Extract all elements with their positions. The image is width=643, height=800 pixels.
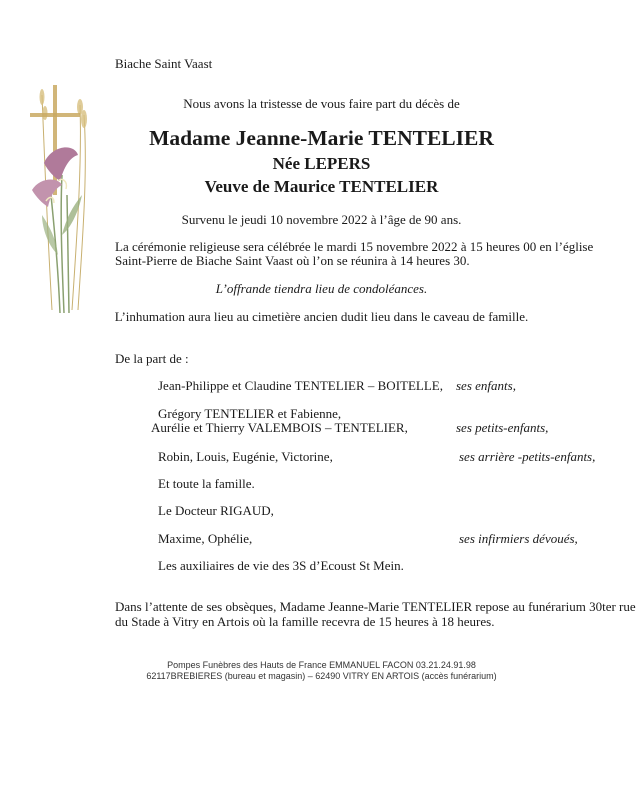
intro-text: Nous avons la tristesse de vous faire part du décès de <box>183 96 460 111</box>
funerarium-line-1: Dans l’attente de ses obsèques, Madame Jeanne-Marie TENTELIER repose au funérarium 30ter rue <box>115 599 636 614</box>
widow-of: Veuve de Maurice TENTELIER <box>204 177 439 196</box>
family-relation: ses petits-enfants, <box>456 420 549 435</box>
footer-line-1: Pompes Funèbres des Hauts de France EMMANUEL FACON 03.21.24.91.98 <box>167 660 476 670</box>
family-name: Robin, Louis, Eugénie, Victorine, <box>158 449 333 464</box>
deceased-name: Madame Jeanne-Marie TENTELIER <box>149 126 494 150</box>
family-name: Grégory TENTELIER et Fabienne, <box>158 406 342 421</box>
family-relation: ses infirmiers dévoués, <box>459 531 578 546</box>
family-relation: ses arrière -petits-enfants, <box>459 449 596 464</box>
ceremony-line-2: Saint-Pierre de Biache Saint Vaast où l’on se réunira à 14 heures 30. <box>115 253 470 268</box>
family-name: Jean-Philippe et Claudine TENTELIER – BOITELLE, <box>158 378 443 393</box>
family-relation: ses enfants, <box>456 378 516 393</box>
footer-line-2: 62117BREBIERES (bureau et magasin) – 62490 VITRY EN ARTOIS (accès funérarium) <box>146 671 497 681</box>
maiden-name: Née LEPERS <box>272 154 371 173</box>
family-name: Et toute la famille. <box>158 476 255 491</box>
family-name: Le Docteur RIGAUD, <box>158 503 274 518</box>
location: Biache Saint Vaast <box>115 56 213 71</box>
from-label: De la part de : <box>115 351 189 366</box>
funerarium-line-2: du Stade à Vitry en Artois où la famille recevra de 15 heures à 18 heures. <box>115 614 495 629</box>
family-name: Aurélie et Thierry VALEMBOIS – TENTELIER, <box>151 420 408 435</box>
family-name: Maxime, Ophélie, <box>158 531 253 546</box>
condolences-note: L’offrande tiendra lieu de condoléances. <box>215 281 428 296</box>
burial-text: L’inhumation aura lieu au cimetière ancien dudit lieu dans le caveau de famille. <box>114 309 529 324</box>
death-date: Survenu le jeudi 10 novembre 2022 à l’âge de 90 ans. <box>181 212 462 227</box>
family-name: Les auxiliaires de vie des 3S d’Ecoust St Mein. <box>158 558 404 573</box>
ceremony-line-1: La cérémonie religieuse sera célébrée le mardi 15 novembre 2022 à 15 heures 00 en l’église <box>115 239 594 254</box>
